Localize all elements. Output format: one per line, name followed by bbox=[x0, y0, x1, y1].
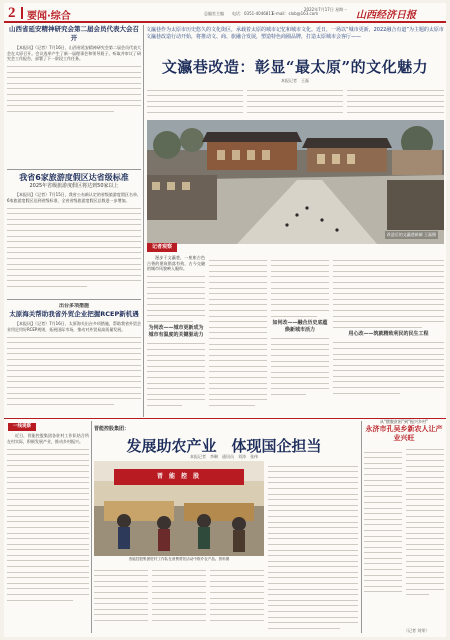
story-1-body bbox=[7, 62, 141, 112]
story-2 bbox=[7, 173, 141, 293]
story-1 bbox=[7, 25, 141, 115]
feature-col-a bbox=[147, 255, 205, 415]
feature-col-2-top bbox=[247, 85, 343, 118]
right-story-body bbox=[364, 447, 444, 625]
column-divider bbox=[143, 25, 144, 417]
story-3-kicker: 出台多项措施 bbox=[58, 303, 89, 309]
bottom-photo-banner: 晋 能 控 股 bbox=[156, 473, 202, 480]
story-3 bbox=[7, 303, 141, 415]
bottom-photo-caption: 晋能控股集团驻村工作队在消费帮扶活动中推介农产品。资料图 bbox=[128, 557, 230, 561]
bottom-divider-left bbox=[91, 421, 92, 633]
feature-subhead-2: 如何改——融合历史底蕴焕新城市活力 bbox=[272, 319, 328, 333]
feature-col-1-top bbox=[147, 85, 243, 118]
newspaper-page bbox=[4, 3, 446, 637]
bottom-photo bbox=[94, 461, 264, 556]
bottom-left-column bbox=[7, 433, 89, 633]
header-divider bbox=[21, 7, 23, 19]
header-date: 2022年7月17日 星期一 bbox=[304, 7, 348, 12]
page-number: 2 bbox=[8, 5, 16, 21]
bottom-title: 发展助农产业 体现国企担当 bbox=[126, 437, 322, 455]
feature-subhead-3: 用心改——筑就精致利民的民生工程 bbox=[348, 330, 429, 337]
feature-photo bbox=[147, 120, 444, 244]
story-2-lead: 【本报讯】（记者）7月15日，我省公布新认定的省级旅游度假区名单，6家旅游度假区达到省级标准，全省省级旅游度假区总数进一步增加。 bbox=[7, 192, 141, 203]
right-story-credit: （记者 刘荣） bbox=[404, 628, 430, 633]
story-1-lead: 【本报讯】（记者）7月16日，山西省延安精神研究会第二届会员代表大会在太原召开。会议选举产生了新一届理事会和领导班子，听取并审议了研究会工作报告，部署了下一阶段工作任务。 bbox=[7, 45, 141, 61]
right-story-title: 永济市孔吴乡新农人让产业兴旺 bbox=[365, 425, 443, 442]
editor-label: 总编室主编 bbox=[204, 11, 224, 16]
bottom-left-lead: 近日，晋能控股集团各驻村工作队结合所在村实际，积极发展产业，推动乡村振兴。 bbox=[7, 433, 89, 444]
left-divider-2 bbox=[7, 299, 141, 300]
feature-intro: 文瀛巷作为太原市历史悠久的文化街区，承载着太原的城市记忆和城市文化。近日，一场以“城市更新，2022融合有道”为主题的太原市文瀛巷改造行动开始，将推动文、商、旅融合发展，塑造特色商圈品牌，打造太原城市会客厅—— bbox=[146, 27, 444, 40]
feature-title: 文瀛巷改造：彰显“最太原”的文化魅力 bbox=[161, 58, 429, 76]
left-divider-1 bbox=[7, 169, 141, 170]
bottom-mid-col-lower bbox=[94, 565, 264, 633]
story-3-body bbox=[7, 332, 141, 405]
feature-col-3-top bbox=[347, 85, 444, 118]
feature-byline: 本报记者 王磊 bbox=[281, 78, 309, 83]
story-1-title: 山西省延安精神研究会第二届会员代表大会召开 bbox=[9, 25, 139, 42]
feature-photo-caption: 改造后的文瀛巷新颜 王磊摄 bbox=[386, 232, 436, 237]
feature-col-b bbox=[209, 255, 267, 415]
bottom-divider-right bbox=[361, 421, 362, 633]
bottom-mid-col-right bbox=[268, 461, 358, 633]
reporter-observation-tag: 记者观察 bbox=[147, 243, 177, 252]
story-3-title: 太原海关帮助我省外贸企业把握RCEP新机遇 bbox=[9, 310, 139, 318]
story-3-lead: 【本报讯】（记者）7月16日，太原海关出台多项措施，帮助我省外贸企业用足用好RCEP规则，拓展国际市场，推动对外贸易高质量发展。 bbox=[7, 321, 141, 332]
masthead-logo: 山西经济日报 bbox=[356, 10, 416, 21]
bottom-kicker: 晋能控股集团： bbox=[94, 426, 130, 432]
story-2-body bbox=[7, 203, 141, 287]
section-name: 要闻·综合 bbox=[27, 11, 71, 22]
right-story-kicker: 从“摆脱贫困”到“振兴乡村” bbox=[379, 419, 429, 424]
header-email: E-mail：slxb@163.com bbox=[272, 11, 319, 16]
bottom-byline: 本报记者 李琳 通讯员 刘涛 张伟 bbox=[190, 454, 258, 459]
feature-lead: 漫步于文瀛巷，一座座古色古香的建筑错落有致，古今交融的城市风貌映入眼帘。 bbox=[147, 255, 205, 271]
frontline-label: 一线观察 bbox=[8, 423, 36, 431]
feature-subhead-1: 为何改——城市更新成为城市有温度的关键驱动力 bbox=[148, 324, 204, 338]
header-phone: 电话：0351-4046811 bbox=[232, 11, 274, 16]
street-scene-illustration bbox=[147, 120, 444, 244]
feature-col-d bbox=[333, 255, 444, 415]
feature-col-c bbox=[271, 255, 329, 415]
story-2-title: 我省6家旅游度假区达省级标准 bbox=[19, 173, 129, 182]
story-2-subtitle: 2025年省级旅游度假区将达到50家以上 bbox=[29, 183, 119, 189]
page-header bbox=[4, 3, 446, 23]
